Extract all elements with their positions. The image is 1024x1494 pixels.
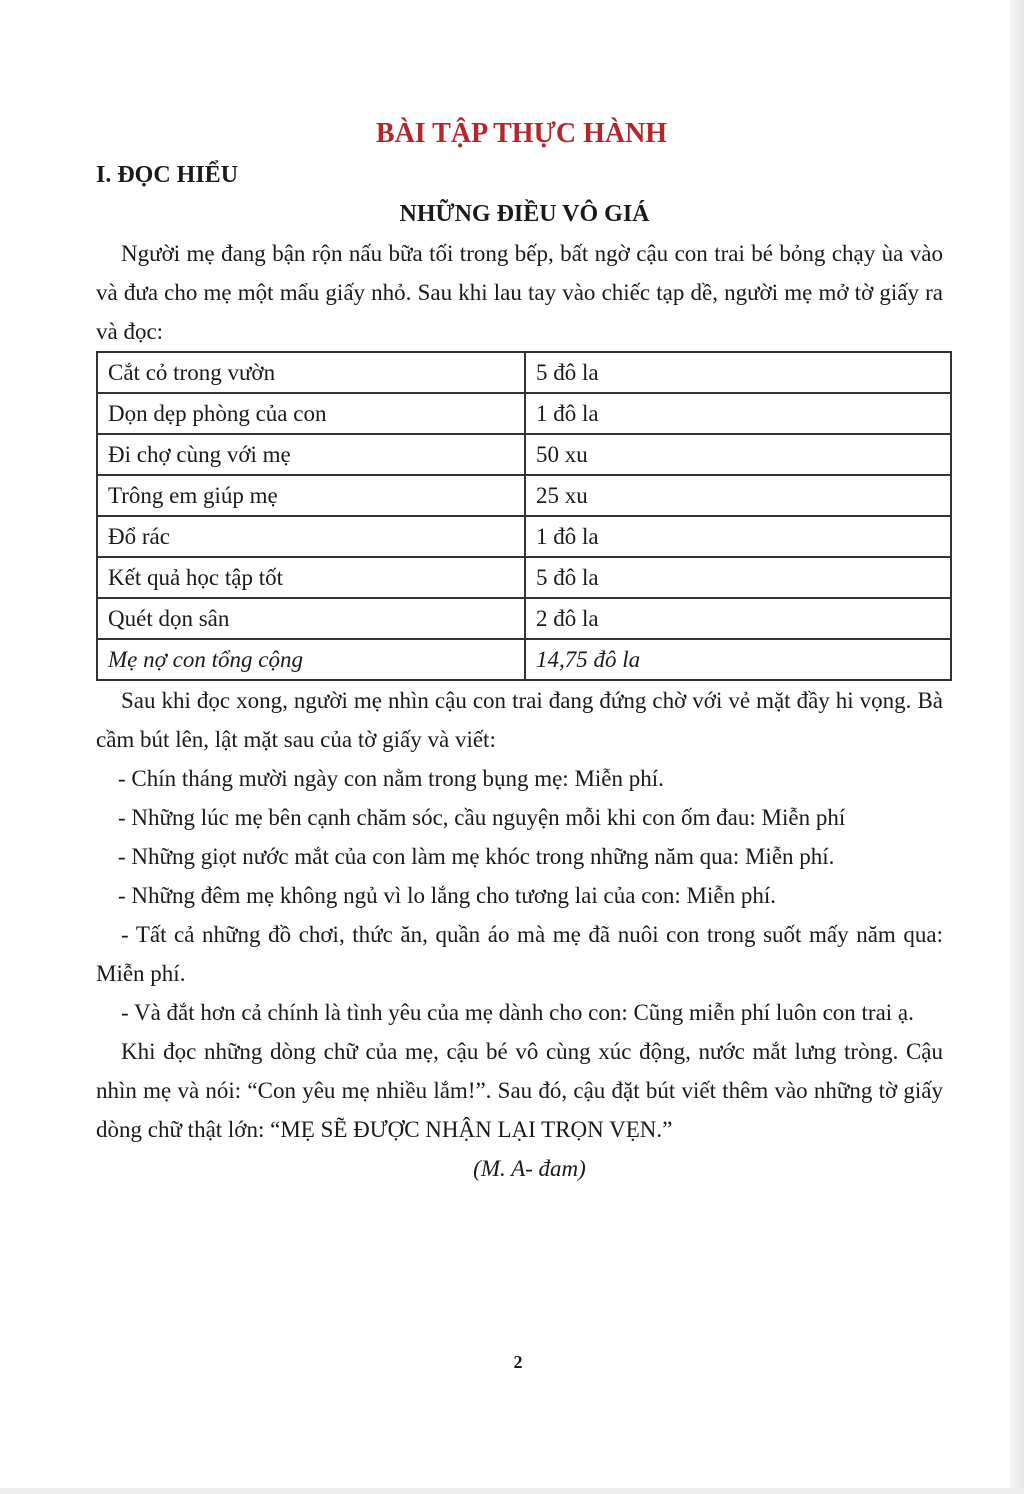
mother-list-item: - Những giọt nước mắt của con làm mẹ khóc trong những năm qua: Miễn phí. [118,844,835,869]
table-cell-task: Dọn dẹp phòng của con [97,393,525,434]
table-row [97,352,951,393]
table-cell-task: Đổ rác [97,516,525,557]
story-title: NHỮNG ĐIỀU VÔ GIÁ [399,201,650,227]
table-cell-task: Trông em giúp mẹ [97,475,525,516]
after-reading-paragraph: Sau khi đọc xong, người mẹ nhìn cậu con trai đang đứng chờ với vẻ mặt đầy hi vọng. Bà cầm bút lên, lật mặt sau của tờ giấy và viết: [96,688,943,752]
table-row [97,516,951,557]
table-cell-task: Quét dọn sân [97,598,525,639]
table-total-label: Mẹ nợ con tổng cộng [97,639,525,680]
table-row [97,557,951,598]
table-cell-task: Kết quả học tập tốt [97,557,525,598]
author-attribution: (M. A- đam) [473,1156,586,1181]
table-cell-price: 1 đô la [525,516,951,557]
mother-list-item: - Tất cả những đồ chơi, thức ăn, quần áo mà mẹ đã nuôi con trong suốt mấy năm qua: Miễn phí. [96,922,943,986]
section-heading: I. ĐỌC HIỂU [96,162,239,188]
page-bottom-edge [0,1488,1024,1494]
table-row [97,434,951,475]
mother-list-item: - Những lúc mẹ bên cạnh chăm sóc, cầu nguyện mỗi khi con ốm đau: Miễn phí [118,805,846,830]
table-cell-price: 50 xu [525,434,951,475]
table-cell-task: Đi chợ cùng với mẹ [97,434,525,475]
page-number: 2 [513,1352,523,1372]
page-content [96,112,943,1188]
table-row [97,475,951,516]
table-row [97,598,951,639]
table-cell-price: 2 đô la [525,598,951,639]
table-cell-price: 1 đô la [525,393,951,434]
table-cell-price: 25 xu [525,475,951,516]
table-total-row [97,639,951,680]
bill-table [96,351,952,681]
mother-list-item: - Những đêm mẹ không ngủ vì lo lắng cho tương lai của con: Miễn phí. [118,883,776,908]
main-title: BÀI TẬP THỰC HÀNH [375,118,668,149]
table-cell-price: 5 đô la [525,352,951,393]
table-cell-price: 5 đô la [525,557,951,598]
table-total-price: 14,75 đô la [525,639,951,680]
table-row [97,393,951,434]
table-cell-task: Cắt cỏ trong vườn [97,352,525,393]
page-edge-shadow [1010,0,1024,1494]
mother-list-item: - Chín tháng mười ngày con nằm trong bụng mẹ: Miễn phí. [118,766,664,791]
closing-paragraph: Khi đọc những dòng chữ của mẹ, cậu bé vô cùng xúc động, nước mắt lưng tròng. Cậu nhìn mẹ và nói: “Con yêu mẹ nhiều lắm!”. Sau đó, cậu đặt bút viết thêm vào những tờ giấy dòng chữ thật lớn: “MẸ SẼ ĐƯỢC NHẬN LẠI TRỌN VẸN.” [96,1039,943,1142]
mother-list-item: - Và đắt hơn cả chính là tình yêu của mẹ dành cho con: Cũng miễn phí luôn con trai ạ. [121,1000,914,1025]
intro-paragraph: Người mẹ đang bận rộn nấu bữa tối trong bếp, bất ngờ cậu con trai bé bỏng chạy ùa vào và đưa cho mẹ một mẩu giấy nhỏ. Sau khi lau tay vào chiếc tạp dề, người mẹ mở tờ giấy ra và đọc: [96,241,943,344]
